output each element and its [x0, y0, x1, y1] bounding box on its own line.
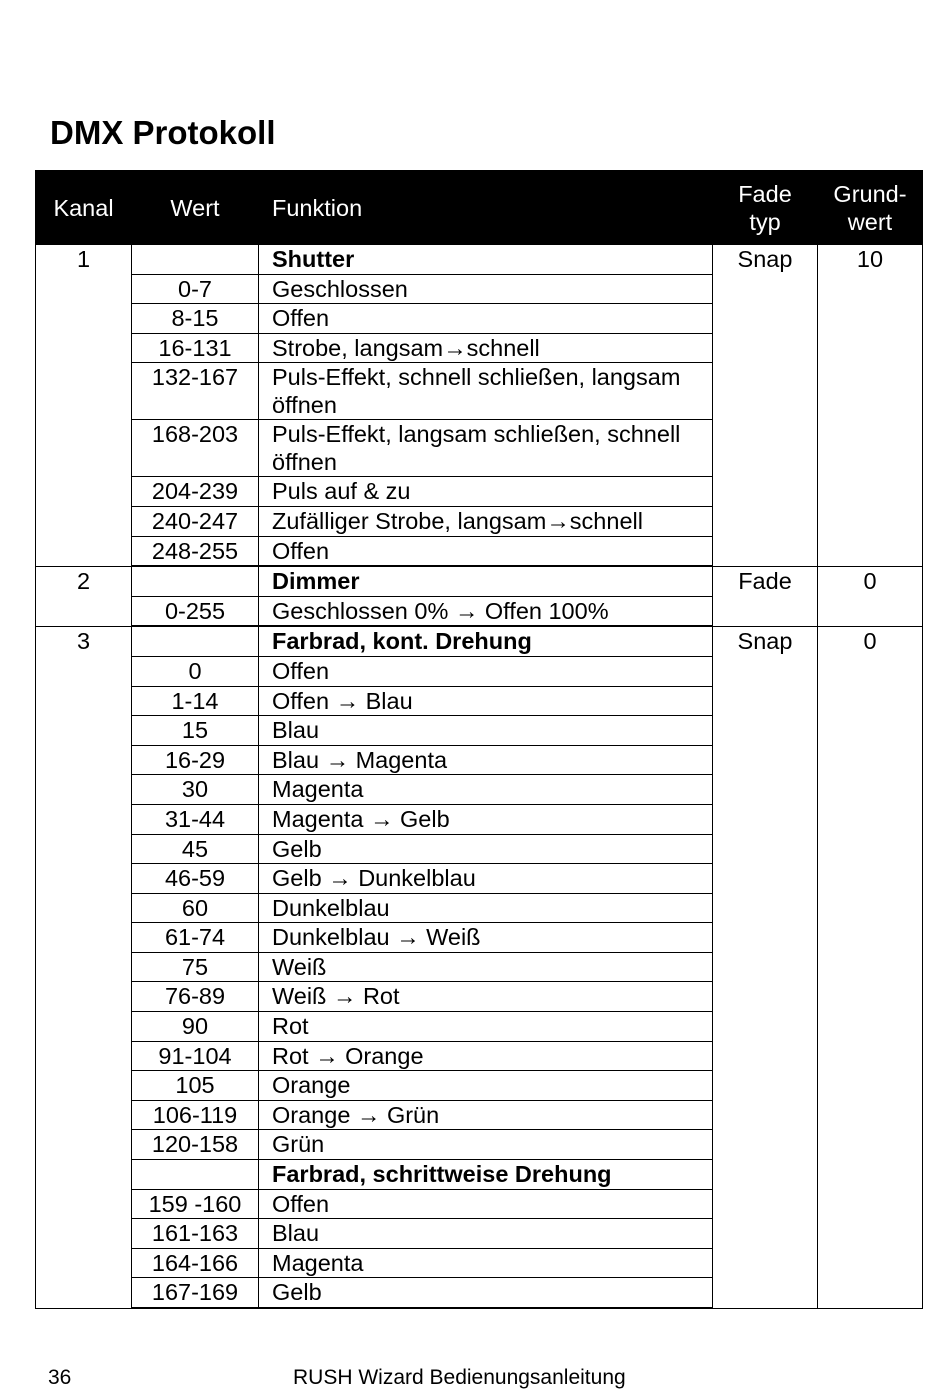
- grundwert-cell: 0: [818, 626, 923, 1308]
- funktion-cell: Weiß: [259, 952, 713, 982]
- wert-cell: 164-166: [132, 1248, 259, 1278]
- table-row: [36, 626, 923, 656]
- wert-cell: 46-59: [132, 864, 259, 894]
- funktion-cell: Puls-Effekt, langsam schließen, schnell öffnen: [259, 420, 713, 477]
- fade-typ-cell: Snap: [713, 626, 818, 1308]
- wert-cell: 168-203: [132, 420, 259, 477]
- wert-cell: 76-89: [132, 982, 259, 1012]
- wert-cell: 61-74: [132, 923, 259, 953]
- funktion-cell: Dunkelblau: [259, 893, 713, 923]
- wert-cell: 204-239: [132, 477, 259, 507]
- funktion-cell: Strobe, langsam→schnell: [259, 333, 713, 363]
- funktion-cell: Offen: [259, 656, 713, 686]
- function-heading-cell: Shutter: [259, 245, 713, 275]
- wert-cell: 75: [132, 952, 259, 982]
- funktion-cell: Puls-Effekt, schnell schließen, langsam öffnen: [259, 363, 713, 420]
- table-header-row: [36, 171, 923, 245]
- footer-doc-title: RUSH Wizard Bedienungsanleitung: [293, 1366, 626, 1389]
- header-fade-typ: [713, 171, 818, 245]
- wert-cell: 159 -160: [132, 1189, 259, 1219]
- funktion-cell: Puls auf & zu: [259, 477, 713, 507]
- wert-cell: 1-14: [132, 686, 259, 716]
- header-fade-typ-line1: Fade: [738, 180, 792, 207]
- funktion-cell: Grün: [259, 1130, 713, 1160]
- table-row: [36, 566, 923, 596]
- funktion-cell: Gelb: [259, 834, 713, 864]
- funktion-cell: Dunkelblau → Weiß: [259, 923, 713, 953]
- funktion-cell: Orange → Grün: [259, 1100, 713, 1130]
- funktion-cell: Blau → Magenta: [259, 745, 713, 775]
- grundwert-cell: 0: [818, 566, 923, 626]
- wert-cell: 167-169: [132, 1278, 259, 1308]
- wert-cell: 106-119: [132, 1100, 259, 1130]
- wert-cell: 105: [132, 1071, 259, 1101]
- page-title: DMX Protokoll: [50, 114, 276, 151]
- funktion-cell: Offen → Blau: [259, 686, 713, 716]
- wert-cell: 91-104: [132, 1041, 259, 1071]
- kanal-cell: 1: [36, 245, 132, 567]
- funktion-cell: Rot: [259, 1012, 713, 1042]
- table-row: [36, 245, 923, 275]
- funktion-cell: Orange: [259, 1071, 713, 1101]
- funktion-cell: Blau: [259, 1219, 713, 1249]
- wert-cell: [132, 1160, 259, 1190]
- wert-cell: 240-247: [132, 506, 259, 536]
- wert-cell: 132-167: [132, 363, 259, 420]
- table-body: [36, 245, 923, 1309]
- funktion-cell: Weiß → Rot: [259, 982, 713, 1012]
- funktion-cell: Gelb → Dunkelblau: [259, 864, 713, 894]
- header-funktion: Funktion: [259, 171, 713, 245]
- funktion-cell: Offen: [259, 1189, 713, 1219]
- funktion-cell: Magenta: [259, 775, 713, 805]
- dmx-protocol-table: [35, 170, 923, 1309]
- wert-cell: 0-255: [132, 596, 259, 626]
- funktion-cell: Magenta → Gelb: [259, 804, 713, 834]
- wert-cell: 60: [132, 893, 259, 923]
- header-grundwert-line2: wert: [847, 208, 893, 235]
- wert-cell: 15: [132, 716, 259, 746]
- funktion-cell: Gelb: [259, 1278, 713, 1308]
- wert-cell: 30: [132, 775, 259, 805]
- funktion-cell: Offen: [259, 536, 713, 566]
- fade-typ-cell: Snap: [713, 245, 818, 567]
- kanal-cell: 3: [36, 626, 132, 1308]
- header-wert: Wert: [132, 171, 259, 245]
- wert-cell: [132, 566, 259, 596]
- function-heading-cell: Dimmer: [259, 566, 713, 596]
- header-grundwert: [818, 171, 923, 245]
- header-kanal: Kanal: [36, 171, 132, 245]
- funktion-cell: Rot → Orange: [259, 1041, 713, 1071]
- grundwert-cell: 10: [818, 245, 923, 567]
- wert-cell: 31-44: [132, 804, 259, 834]
- wert-cell: 120-158: [132, 1130, 259, 1160]
- wert-cell: 8-15: [132, 304, 259, 334]
- wert-cell: 248-255: [132, 536, 259, 566]
- wert-cell: 90: [132, 1012, 259, 1042]
- header-grundwert-line1: Grund-: [833, 180, 907, 207]
- function-heading-cell: Farbrad, schrittweise Drehung: [259, 1160, 713, 1190]
- wert-cell: 0: [132, 656, 259, 686]
- wert-cell: 16-29: [132, 745, 259, 775]
- wert-cell: 16-131: [132, 333, 259, 363]
- header-fade-typ-line2: typ: [749, 208, 781, 235]
- function-heading-cell: Farbrad, kont. Drehung: [259, 626, 713, 656]
- page-number: 36: [48, 1366, 72, 1389]
- funktion-cell: Offen: [259, 304, 713, 334]
- wert-cell: [132, 245, 259, 275]
- funktion-cell: Magenta: [259, 1248, 713, 1278]
- wert-cell: 45: [132, 834, 259, 864]
- wert-cell: 161-163: [132, 1219, 259, 1249]
- funktion-cell: Zufälliger Strobe, langsam→schnell: [259, 506, 713, 536]
- kanal-cell: 2: [36, 566, 132, 626]
- funktion-cell: Geschlossen: [259, 274, 713, 304]
- funktion-cell: Geschlossen 0% → Offen 100%: [259, 596, 713, 626]
- wert-cell: 0-7: [132, 274, 259, 304]
- funktion-cell: Blau: [259, 716, 713, 746]
- fade-typ-cell: Fade: [713, 566, 818, 626]
- wert-cell: [132, 626, 259, 656]
